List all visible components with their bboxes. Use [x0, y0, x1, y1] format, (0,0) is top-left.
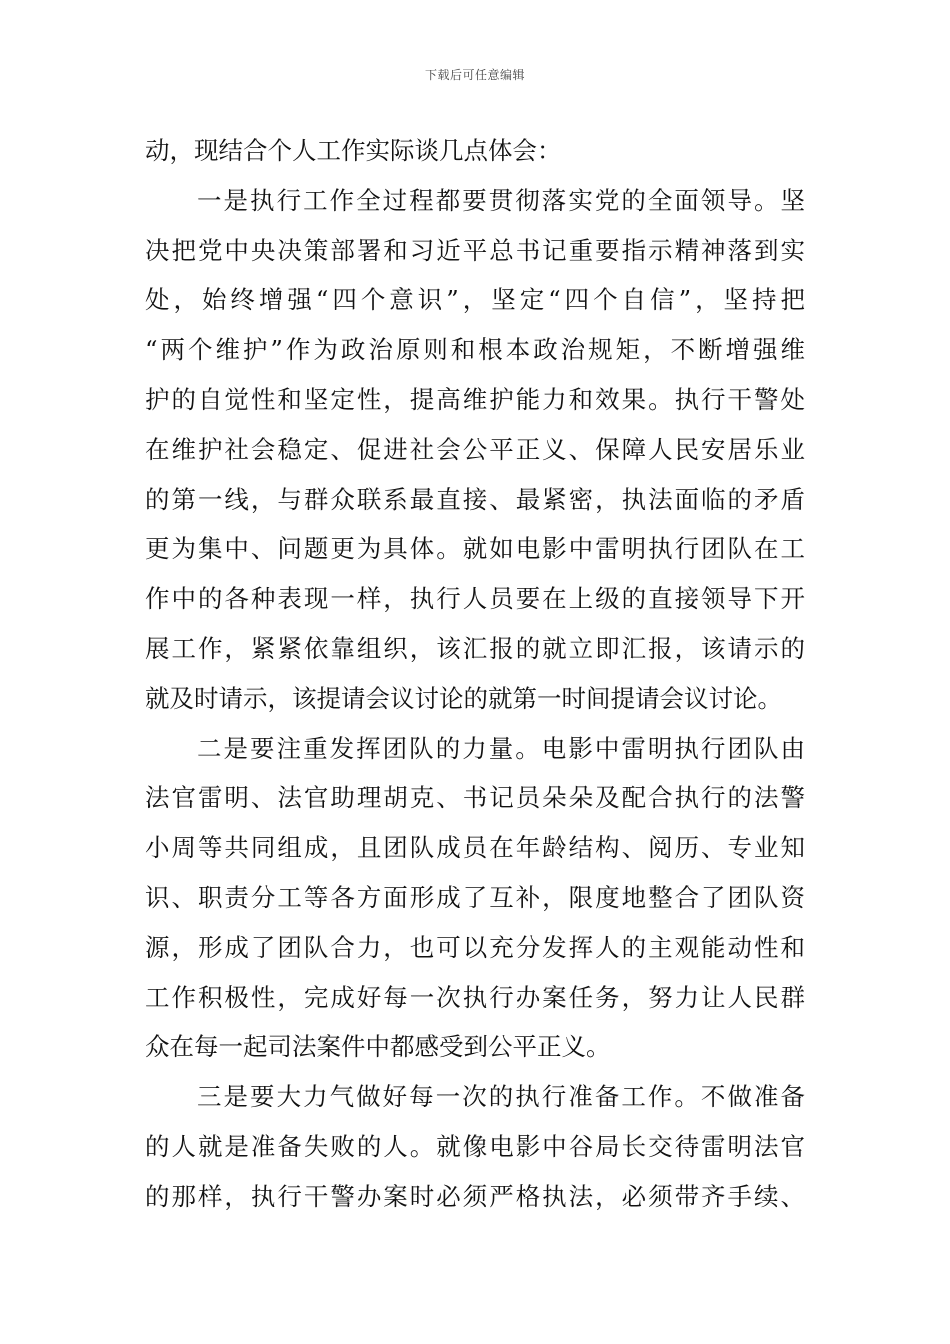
- text-line: 处，始终增强“四个意识”，坚定“四个自信”，坚持把: [145, 285, 805, 315]
- text-line: 的那样，执行干警办案时必须严格执法，必须带齐手续、: [145, 1181, 805, 1211]
- text-line: 小周等共同组成，且团队成员在年龄结构、阅历、专业知: [145, 833, 805, 863]
- text-line: 识、职责分工等各方面形成了互补，限度地整合了团队资: [145, 882, 805, 912]
- text-line: “两个维护”作为政治原则和根本政治规矩，不断增强维: [145, 335, 805, 365]
- text-line: 的人就是准备失败的人。就像电影中谷局长交待雷明法官: [145, 1131, 805, 1161]
- text-line: 源，形成了团队合力，也可以充分发挥人的主观能动性和: [145, 932, 805, 962]
- text-line: 在维护社会稳定、促进社会公平正义、保障人民安居乐业: [145, 434, 805, 464]
- paragraph-first-line: 二是要注重发挥团队的力量。电影中雷明执行团队由: [197, 733, 805, 763]
- text-line: 更为集中、问题更为具体。就如电影中雷明执行团队在工: [145, 534, 805, 564]
- paragraph-first-line: 一是执行工作全过程都要贯彻落实党的全面领导。坚: [197, 185, 805, 215]
- text-line: 众在每一起司法案件中都感受到公平正义。: [145, 1032, 611, 1062]
- document-body: [145, 134, 805, 1230]
- text-line: 就及时请示，该提请会议讨论的就第一时间提请会议讨论。: [145, 683, 782, 713]
- text-line: 决把党中央决策部署和习近平总书记重要指示精神落到实: [145, 235, 805, 265]
- text-line: 动，现结合个人工作实际谈几点体会：: [145, 136, 562, 165]
- text-line: 展工作，紧紧依靠组织，该汇报的就立即汇报，该请示的: [145, 633, 805, 663]
- text-line: 作中的各种表现一样，执行人员要在上级的直接领导下开: [145, 584, 805, 614]
- text-line: 护的自觉性和坚定性，提高维护能力和效果。执行干警处: [145, 384, 805, 414]
- text-line: 工作积极性，完成好每一次执行办案任务，努力让人民群: [145, 982, 805, 1012]
- text-line: 法官雷明、法官助理胡克、书记员朵朵及配合执行的法警: [145, 783, 805, 813]
- text-line: 的第一线，与群众联系最直接、最紧密，执法面临的矛盾: [145, 484, 805, 514]
- page-header-note: 下载后可任意编辑: [424, 68, 525, 82]
- paragraph-first-line: 三是要大力气做好每一次的执行准备工作。不做准备: [197, 1082, 805, 1112]
